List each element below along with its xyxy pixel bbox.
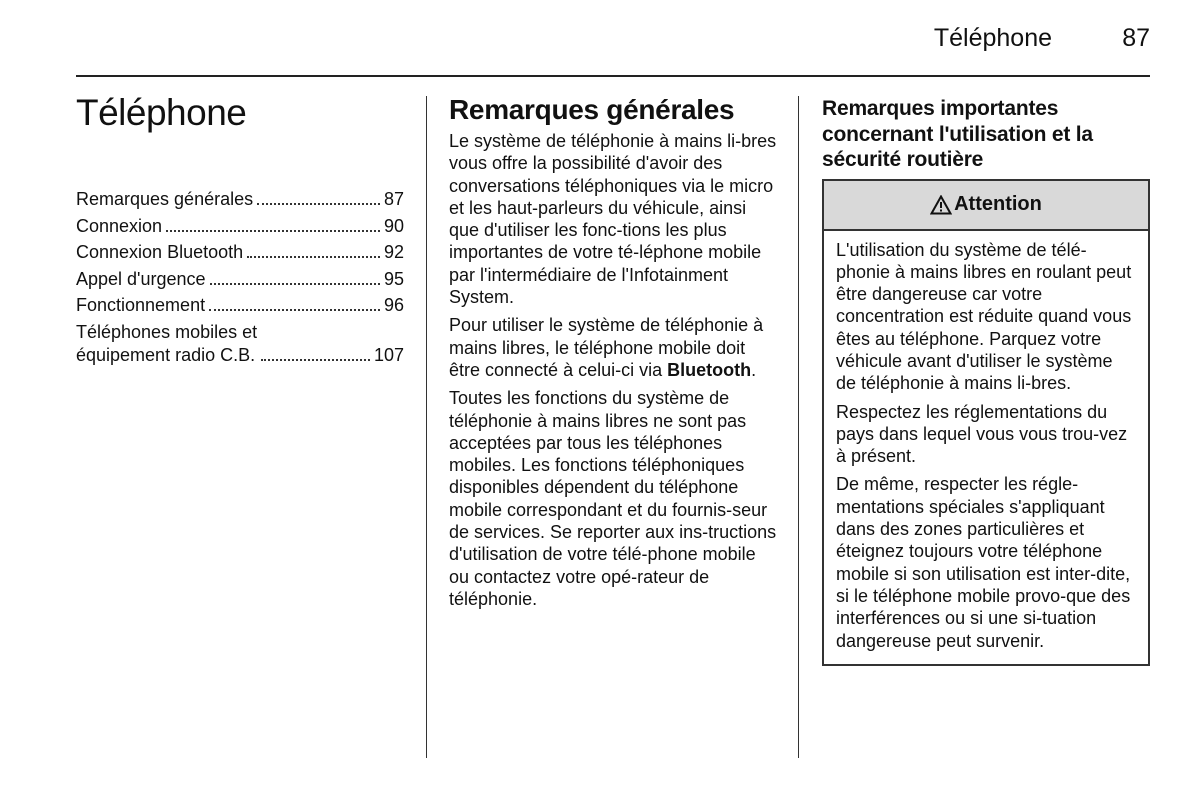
running-header-title: Téléphone [933,24,1052,52]
warning-paragraph: L'utilisation du système de télé-phonie à mains libres en roulant peut être dangereuse car votre concentration est réduite quand vous êtes au téléphone. Parquez votre véhicule avant d'utiliser le système de téléphonie à mains li-bres. [836,239,1132,394]
general-remarks-section [449,94,779,616]
toc-item-label: Connexion Bluetooth [76,242,244,262]
toc-leader-dots [209,309,380,311]
toc-item[interactable] [76,241,404,264]
toc-item-page: 96 [383,295,404,315]
page-number: 87 [1122,24,1150,52]
toc-leader-dots [247,256,380,258]
toc-leader-dots [261,359,370,361]
toc-item-label: Remarques générales [76,189,254,209]
header-rule [76,75,1150,77]
section-title: Remarques générales [449,94,735,125]
warning-body [824,231,1148,664]
bluetooth-term: Bluetooth [667,359,752,380]
toc-item[interactable] [76,268,404,291]
chapter-title: Téléphone [76,92,247,133]
toc-item-page: 107 [373,344,404,365]
column-divider-left [426,96,427,758]
paragraph-text-end: . [751,359,757,380]
paragraph: Le système de téléphonie à mains li-bres vous offre la possibilité d'avoir des conversations téléphoniques via le micro et les haut-parleurs du véhicule, ainsi que d'utiliser les fonc-tions les plus importantes de votre té-léphone mobile par l'intermédiaire de l'Infotainment System. [449,131,777,308]
toc-item[interactable] [76,321,404,367]
toc-leader-dots [166,230,380,232]
toc-item[interactable] [76,215,404,238]
toc-item[interactable] [76,294,404,317]
warning-triangle-icon [930,195,952,215]
toc-item-label: Fonctionnement [76,295,206,315]
toc-item[interactable] [76,188,404,211]
toc-item-page: 87 [383,189,404,209]
warning-paragraph: De même, respecter les régle-mentations spéciales s'appliquant dans des zones particulières et éteignez toujours votre téléphone mobile si son utilisation est inter-dite, si le téléphone mobile provo-que des interférences ou si une si-tuation dangereuse peut survenir. [836,474,1131,651]
toc-item-label: Appel d'urgence [76,268,206,289]
subsection-title: Remarques importantes concernant l'utilisation et la sécurité routière [822,97,1093,171]
warning-box [822,179,1150,666]
paragraph: Toutes les fonctions du système de téléphonie à mains libres ne sont pas acceptées par tous les téléphones mobiles. Les fonctions téléphoniques disponibles dépendent du téléphone mobile correspondant et du fournis-seur de services. Se reporter aux ins-tructions d'utilisation de votre télé-phone mobile ou contactez votre opé-rateur de téléphonie. [449,388,777,609]
column-divider-right [798,96,799,758]
toc-item-label: Connexion [76,215,163,236]
toc-item-page: 92 [383,242,404,262]
paragraph-bluetooth [449,314,779,381]
toc-item-page: 90 [383,215,404,236]
warning-label: Attention [954,193,1042,215]
important-remarks-section [822,96,1150,666]
toc-leader-dots [257,203,380,205]
paragraph-text: Pour utiliser le système de téléphonie à mains libres, le téléphone mobile doit être connecté à celui-ci via [449,315,764,380]
warning-paragraph: Respectez les réglementations du pays dans lequel vous vous trou-vez à présent. [836,401,1128,467]
table-of-contents [76,188,404,370]
warning-header [824,181,1148,231]
toc-item-label: Téléphones mobiles et équipement radio C.B. [76,321,258,365]
toc-item-page: 95 [383,268,404,289]
toc-leader-dots [210,283,380,285]
